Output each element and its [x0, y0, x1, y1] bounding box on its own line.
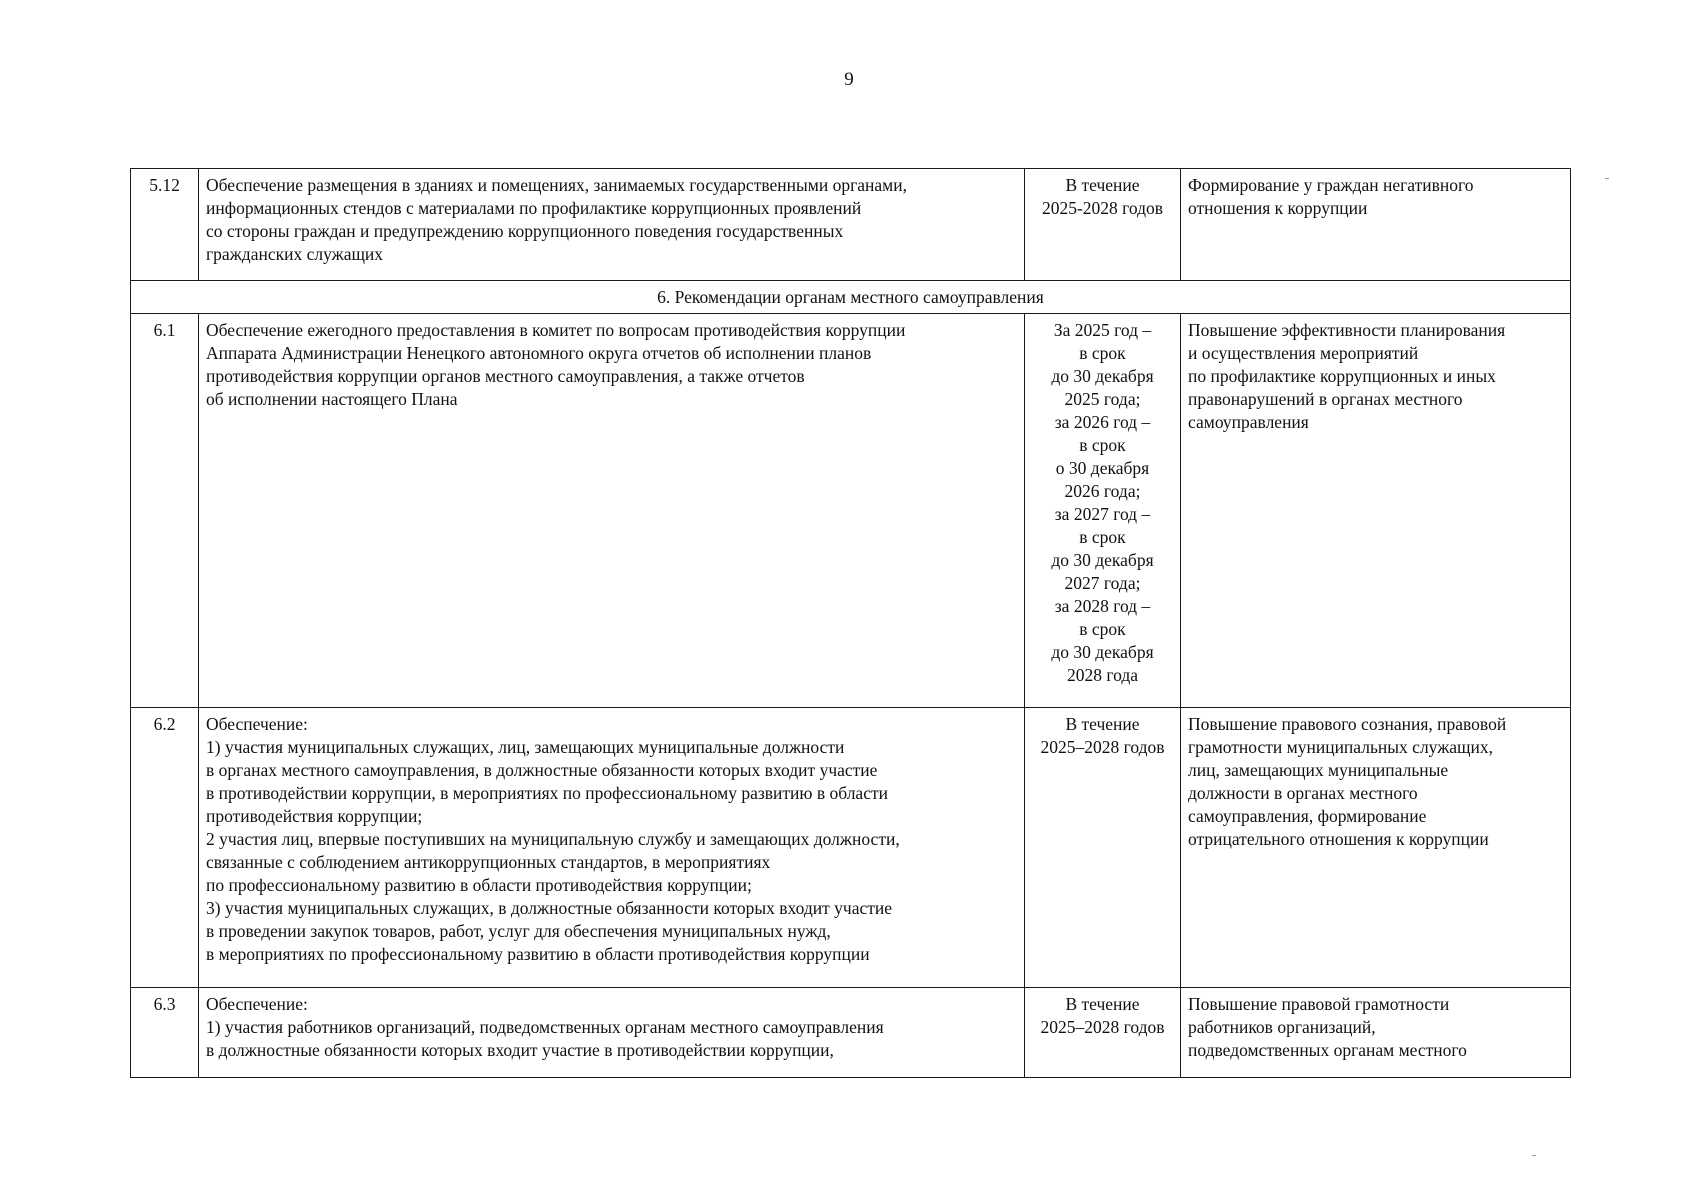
text-line: Обеспечение:: [206, 994, 308, 1014]
text-line: в должностные обязанности которых входит участие в противодействии коррупции,: [206, 1040, 834, 1060]
text-line: 1) участия муниципальных служащих, лиц, замещающих муниципальные должности: [206, 737, 845, 757]
text-line: в срок: [1079, 527, 1126, 547]
table-row: [131, 169, 1571, 281]
text-line: За 2025 год –: [1053, 320, 1152, 340]
scan-speck: [1532, 1155, 1536, 1156]
measure-description: [199, 708, 1025, 988]
text-line: за 2028 год –: [1054, 596, 1151, 616]
text-line: со стороны граждан и предупреждению коррупционного поведения государственных: [206, 221, 844, 241]
text-line: 3) участия муниципальных служащих, в должностные обязанности которых входит участие: [206, 898, 893, 918]
text-line: В течение: [1065, 175, 1140, 195]
text-line: работников организаций,: [1188, 1017, 1376, 1037]
page-number: 9: [844, 69, 854, 90]
text-line: самоуправления: [1188, 412, 1309, 432]
text-line: подведомственных органам местного: [1188, 1040, 1467, 1060]
text-line: 2025–2028 годов: [1040, 1017, 1165, 1037]
text-line: отношения к коррупции: [1188, 198, 1368, 218]
text-line: 2025-2028 годов: [1041, 198, 1164, 218]
text-line: противодействия коррупции органов местного самоуправления, а также отчетов: [206, 366, 805, 386]
text-line: 2028 года: [1066, 665, 1139, 685]
execution-term: [1025, 169, 1181, 281]
text-line: до 30 декабря: [1051, 550, 1154, 570]
text-line: за 2027 год –: [1054, 504, 1151, 524]
measures-table: [130, 168, 1571, 1078]
text-line: 1) участия работников организаций, подведомственных органам местного самоуправления: [206, 1017, 884, 1037]
text-line: Повышение правового сознания, правовой: [1188, 714, 1507, 734]
text-line: до 30 декабря: [1051, 366, 1154, 386]
text-line: и осуществления мероприятий: [1188, 343, 1419, 363]
text-line: Обеспечение ежегодного предоставления в комитет по вопросам противодействия коррупции: [206, 320, 906, 340]
text-line: 2025–2028 годов: [1040, 737, 1165, 757]
table-row: [131, 988, 1571, 1078]
measure-description: [199, 169, 1025, 281]
text-line: в мероприятиях по профессиональному развитию в области противодействия коррупции: [206, 944, 870, 964]
text-line: Повышение эффективности планирования: [1188, 320, 1506, 340]
table-row: [131, 314, 1571, 708]
measure-description: [199, 314, 1025, 708]
text-line: о 30 декабря: [1055, 458, 1150, 478]
text-line: должности в органах местного: [1188, 783, 1418, 803]
expected-result: [1181, 708, 1571, 988]
text-line: об исполнении настоящего Плана: [206, 389, 458, 409]
execution-term: [1025, 708, 1181, 988]
text-line: Аппарата Администрации Ненецкого автономного округа отчетов об исполнении планов: [206, 343, 872, 363]
scan-speck: [1605, 178, 1609, 179]
execution-term: [1025, 988, 1181, 1078]
text-line: 2027 года;: [1064, 573, 1141, 593]
text-line: противодействия коррупции;: [206, 806, 423, 826]
text-line: правонарушений в органах местного: [1188, 389, 1463, 409]
row-number: 6.2: [131, 708, 199, 988]
text-line: грамотности муниципальных служащих,: [1188, 737, 1494, 757]
row-number: 6.1: [131, 314, 199, 708]
expected-result: [1181, 988, 1571, 1078]
text-line: связанные с соблюдением антикоррупционных стандартов, в мероприятиях: [206, 852, 771, 872]
expected-result: [1181, 169, 1571, 281]
text-line: Формирование у граждан негативного: [1188, 175, 1474, 195]
text-line: отрицательного отношения к коррупции: [1188, 829, 1489, 849]
text-line: в срок: [1079, 343, 1126, 363]
text-line: Повышение правовой грамотности: [1188, 994, 1450, 1014]
section-heading: 6. Рекомендации органам местного самоуправления: [131, 281, 1571, 314]
row-number: 6.3: [131, 988, 199, 1078]
text-line: В течение: [1065, 714, 1140, 734]
text-line: В течение: [1065, 994, 1140, 1014]
row-number: 5.12: [131, 169, 199, 281]
text-line: по профессиональному развитию в области противодействия коррупции;: [206, 875, 752, 895]
text-line: гражданских служащих: [206, 244, 384, 264]
text-line: в органах местного самоуправления, в должностные обязанности которых входит участие: [206, 760, 878, 780]
text-line: Обеспечение размещения в зданиях и помещениях, занимаемых государственными органами,: [206, 175, 907, 195]
text-line: Обеспечение:: [206, 714, 308, 734]
text-line: по профилактике коррупционных и иных: [1188, 366, 1496, 386]
measure-description: [199, 988, 1025, 1078]
execution-term: [1025, 314, 1181, 708]
text-line: в срок: [1079, 619, 1126, 639]
table-row: [131, 708, 1571, 988]
section-row: [131, 281, 1571, 314]
text-line: в противодействии коррупции, в мероприятиях по профессиональному развитию в области: [206, 783, 888, 803]
text-line: 2026 года;: [1064, 481, 1141, 501]
text-line: информационных стендов с материалами по профилактике коррупционных проявлений: [206, 198, 862, 218]
text-line: до 30 декабря: [1051, 642, 1154, 662]
text-line: в срок: [1079, 435, 1126, 455]
text-line: лиц, замещающих муниципальные: [1188, 760, 1449, 780]
text-line: 2025 года;: [1064, 389, 1141, 409]
text-line: самоуправления, формирование: [1188, 806, 1427, 826]
text-line: 2 участия лиц, впервые поступивших на муниципальную службу и замещающих должности,: [206, 829, 900, 849]
text-line: в проведении закупок товаров, работ, услуг для обеспечения муниципальных нужд,: [206, 921, 831, 941]
expected-result: [1181, 314, 1571, 708]
text-line: за 2026 год –: [1054, 412, 1151, 432]
